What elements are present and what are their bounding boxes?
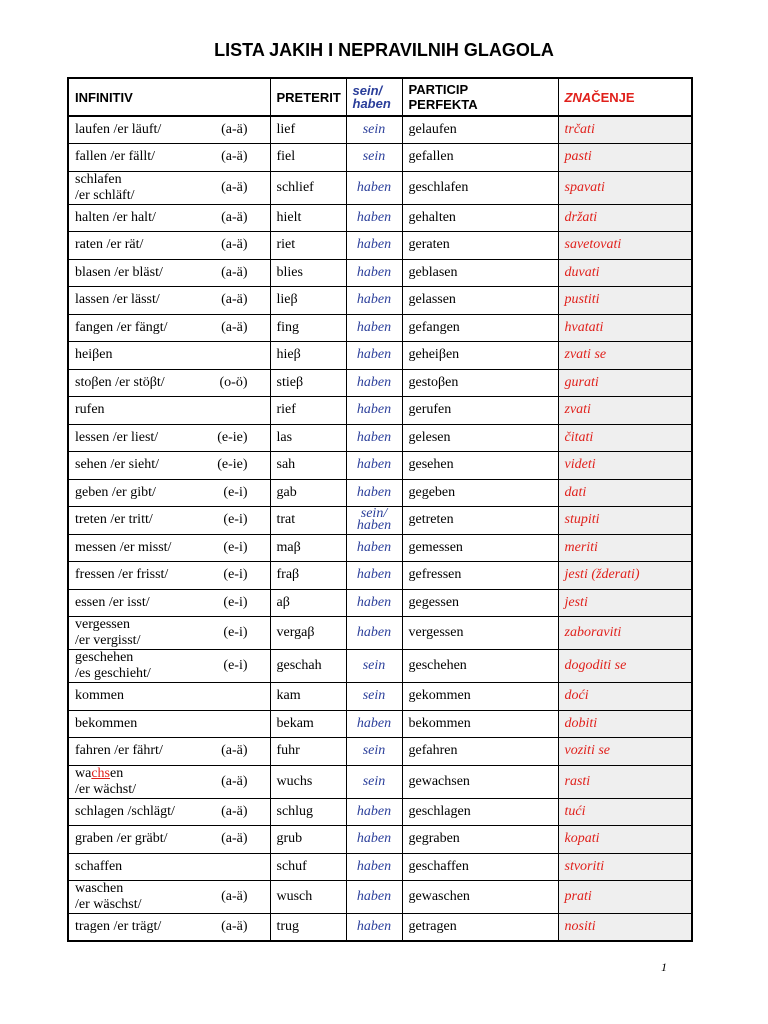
table-row (68, 507, 692, 535)
infinitive-line1: fahren /er fährt/ (75, 743, 163, 759)
cell-infinitive (68, 452, 270, 480)
auxiliary-line2: haben (356, 518, 392, 534)
cell-auxiliary (346, 314, 402, 342)
cell-particip: gesehen (402, 452, 558, 480)
cell-preterit: las (270, 424, 346, 452)
cell-preterit: trug (270, 914, 346, 942)
table-row (68, 710, 692, 738)
cell-meaning: trčati (558, 116, 692, 144)
cell-particip: vergessen (402, 617, 558, 650)
cell-infinitive (68, 710, 270, 738)
cell-auxiliary (346, 826, 402, 854)
vowel-change: (a-ä) (221, 264, 248, 280)
vowel-change: (a-ä) (221, 319, 248, 335)
header-znacenje (558, 78, 692, 116)
vowel-change: (o-ö) (219, 374, 248, 390)
infinitive-line1: kommen (75, 688, 124, 704)
cell-auxiliary (346, 116, 402, 144)
cell-preterit: maβ (270, 534, 346, 562)
cell-particip: getreten (402, 507, 558, 535)
infinitive-line1: fallen /er fällt/ (75, 149, 156, 165)
auxiliary-line1: haben (356, 374, 392, 390)
cell-meaning: dobiti (558, 710, 692, 738)
table-row (68, 369, 692, 397)
header-particip-line1: PARTICIP (408, 82, 469, 97)
infinitive-line1: schaffen (75, 858, 123, 874)
cell-preterit: schlief (270, 171, 346, 204)
cell-preterit: fraβ (270, 562, 346, 590)
cell-particip: gelesen (402, 424, 558, 452)
cell-infinitive (68, 765, 270, 798)
auxiliary-line1: sein/ (360, 506, 388, 522)
cell-meaning: dogoditi se (558, 650, 692, 683)
cell-particip: geheiβen (402, 342, 558, 370)
cell-infinitive (68, 397, 270, 425)
infinitive-line1: waschen (75, 881, 124, 896)
table-row (68, 683, 692, 711)
auxiliary-line1: sein (362, 149, 386, 165)
cell-auxiliary (346, 204, 402, 232)
table-row (68, 589, 692, 617)
table-row (68, 881, 692, 914)
vowel-change: (a-ä) (221, 122, 248, 137)
cell-infinitive (68, 287, 270, 315)
infinitive-line1: geben /er gibt/ (75, 484, 156, 500)
cell-particip: gestoβen (402, 369, 558, 397)
cell-infinitive (68, 116, 270, 144)
table-row (68, 738, 692, 766)
cell-particip: geschehen (402, 650, 558, 683)
cell-preterit: bekam (270, 710, 346, 738)
auxiliary-line1: haben (356, 402, 392, 418)
auxiliary-line1: haben (356, 319, 392, 335)
infinitive-line1: laufen /er läuft/ (75, 122, 162, 137)
cell-preterit: rief (270, 397, 346, 425)
cell-preterit: vergaβ (270, 617, 346, 650)
cell-particip: gegraben (402, 826, 558, 854)
cell-preterit: blies (270, 259, 346, 287)
header-znacenje-prefix: ZNA (564, 89, 592, 105)
infinitive-line1: schlafen (75, 171, 122, 187)
auxiliary-line1: haben (356, 831, 392, 847)
cell-meaning: pasti (558, 144, 692, 172)
cell-infinitive (68, 314, 270, 342)
cell-preterit: schlug (270, 798, 346, 826)
page-title: LISTA JAKIH I NEPRAVILNIH GLAGOLA (214, 40, 554, 60)
auxiliary-line1: haben (356, 567, 392, 583)
infinitive-line1: bekommen (75, 715, 138, 731)
infinitive-line1: graben /er gräbt/ (75, 831, 168, 847)
infinitive-line1: schlagen /schlägt/ (75, 803, 175, 819)
cell-infinitive (68, 650, 270, 683)
cell-infinitive (68, 342, 270, 370)
table-row (68, 798, 692, 826)
infinitive-line1 (75, 766, 136, 782)
infinitive-line1: vergessen (75, 617, 130, 632)
cell-meaning: savetovati (558, 232, 692, 260)
header-preterit: PRETERIT (270, 78, 346, 116)
cell-auxiliary (346, 881, 402, 914)
table-row (68, 204, 692, 232)
infinitive-line1: treten /er tritt/ (75, 512, 153, 528)
cell-meaning: prati (558, 881, 692, 914)
infinitive-line1: fressen /er frisst/ (75, 567, 169, 583)
cell-meaning: voziti se (558, 738, 692, 766)
cell-meaning: tući (558, 798, 692, 826)
vowel-change: (a-ä) (221, 149, 248, 165)
auxiliary-line1: haben (356, 264, 392, 280)
cell-auxiliary (346, 232, 402, 260)
cell-infinitive (68, 507, 270, 535)
vowel-change: (e-ie) (217, 457, 248, 473)
cell-meaning: držati (558, 204, 692, 232)
cell-preterit: hielt (270, 204, 346, 232)
vowel-change: (a-ä) (221, 831, 248, 847)
table-row (68, 534, 692, 562)
cell-preterit: trat (270, 507, 346, 535)
table-row (68, 650, 692, 683)
cell-auxiliary (346, 798, 402, 826)
vowel-change: (e-i) (223, 658, 248, 673)
vowel-change: (e-i) (223, 594, 248, 610)
auxiliary-line1: haben (356, 539, 392, 555)
table-row (68, 171, 692, 204)
cell-auxiliary (346, 452, 402, 480)
cell-infinitive (68, 562, 270, 590)
cell-particip: gelassen (402, 287, 558, 315)
cell-auxiliary (346, 479, 402, 507)
table-row (68, 287, 692, 315)
header-aux-line1: sein/ (352, 83, 383, 98)
cell-meaning: doći (558, 683, 692, 711)
cell-auxiliary (346, 287, 402, 315)
auxiliary-line1: haben (356, 209, 392, 225)
cell-auxiliary (346, 171, 402, 204)
table-row (68, 144, 692, 172)
cell-infinitive (68, 259, 270, 287)
auxiliary-line1: haben (356, 594, 392, 610)
table-row (68, 617, 692, 650)
cell-auxiliary (346, 369, 402, 397)
cell-auxiliary (346, 562, 402, 590)
cell-auxiliary (346, 534, 402, 562)
vowel-change: (e-i) (223, 567, 248, 583)
auxiliary-line1: haben (356, 858, 392, 874)
header-aux-line2: haben (352, 96, 391, 111)
infinitive-highlight: chs (91, 765, 110, 781)
cell-preterit: lieβ (270, 287, 346, 315)
infinitive-line1: halten /er halt/ (75, 209, 156, 225)
cell-particip: geblasen (402, 259, 558, 287)
cell-infinitive (68, 534, 270, 562)
infinitive-part: en (110, 765, 124, 781)
cell-particip: gehalten (402, 204, 558, 232)
vowel-change: (a-ä) (221, 803, 248, 819)
cell-meaning: stupiti (558, 507, 692, 535)
infinitive-line1: rufen (75, 402, 105, 418)
vowel-change: (e-ie) (217, 429, 248, 445)
infinitive-line1: lassen /er lässt/ (75, 292, 160, 308)
cell-particip: gelaufen (402, 116, 558, 144)
auxiliary-line1: haben (356, 803, 392, 819)
vowel-change: (a-ä) (221, 292, 248, 308)
cell-particip: gefallen (402, 144, 558, 172)
cell-meaning: rasti (558, 765, 692, 798)
vowel-change: (e-i) (223, 484, 248, 500)
cell-auxiliary (346, 710, 402, 738)
auxiliary-line1: sein (362, 743, 386, 759)
vowel-change: (a-ä) (221, 919, 248, 934)
cell-preterit: wuchs (270, 765, 346, 798)
verb-table-body (68, 116, 692, 941)
infinitive-line2: /er wächst/ (75, 781, 137, 797)
table-row (68, 342, 692, 370)
cell-infinitive (68, 204, 270, 232)
infinitive-line1: fangen /er fängt/ (75, 319, 168, 335)
cell-meaning: zvati (558, 397, 692, 425)
cell-particip: gemessen (402, 534, 558, 562)
cell-particip: bekommen (402, 710, 558, 738)
auxiliary-line1: sein (362, 122, 386, 137)
infinitive-line1: tragen /er trägt/ (75, 919, 162, 934)
cell-particip: gegessen (402, 589, 558, 617)
cell-preterit: fiel (270, 144, 346, 172)
table-row (68, 452, 692, 480)
cell-infinitive (68, 144, 270, 172)
auxiliary-line1: haben (356, 919, 392, 934)
table-row (68, 397, 692, 425)
cell-meaning: spavati (558, 171, 692, 204)
vowel-change: (e-i) (223, 512, 248, 528)
table-header-row (68, 78, 692, 116)
cell-meaning: nositi (558, 914, 692, 942)
cell-auxiliary (346, 507, 402, 535)
cell-auxiliary (346, 765, 402, 798)
cell-preterit: fing (270, 314, 346, 342)
cell-meaning: gurati (558, 369, 692, 397)
cell-preterit: gab (270, 479, 346, 507)
cell-auxiliary (346, 853, 402, 881)
cell-infinitive (68, 617, 270, 650)
table-row (68, 259, 692, 287)
cell-preterit: geschah (270, 650, 346, 683)
cell-particip: getragen (402, 914, 558, 942)
vowel-change: (a-ä) (221, 209, 248, 225)
cell-preterit: grub (270, 826, 346, 854)
vowel-change: (a-ä) (221, 889, 248, 904)
cell-particip: gewaschen (402, 881, 558, 914)
cell-preterit: aβ (270, 589, 346, 617)
cell-meaning: pustiti (558, 287, 692, 315)
cell-particip: gegeben (402, 479, 558, 507)
header-znacenje-caps: ČENJE (591, 89, 635, 105)
table-row (68, 765, 692, 798)
auxiliary-line1: haben (356, 715, 392, 731)
cell-preterit: fuhr (270, 738, 346, 766)
vowel-change: (a-ä) (221, 743, 248, 759)
cell-meaning: jesti (558, 589, 692, 617)
cell-auxiliary (346, 424, 402, 452)
cell-infinitive (68, 369, 270, 397)
vowel-change: (a-ä) (221, 237, 248, 253)
infinitive-line1: sehen /er sieht/ (75, 457, 159, 473)
verb-table (67, 77, 693, 942)
cell-infinitive (68, 232, 270, 260)
cell-particip: gekommen (402, 683, 558, 711)
cell-meaning: duvati (558, 259, 692, 287)
table-row (68, 853, 692, 881)
cell-meaning: zvati se (558, 342, 692, 370)
cell-meaning: stvoriti (558, 853, 692, 881)
header-particip (402, 78, 558, 116)
cell-meaning: hvatati (558, 314, 692, 342)
cell-auxiliary (346, 617, 402, 650)
vowel-change: (e-i) (223, 625, 248, 640)
auxiliary-line1: haben (356, 237, 392, 253)
cell-preterit: sah (270, 452, 346, 480)
cell-auxiliary (346, 144, 402, 172)
auxiliary-line1: haben (356, 429, 392, 445)
cell-auxiliary (346, 259, 402, 287)
cell-auxiliary (346, 342, 402, 370)
cell-meaning: videti (558, 452, 692, 480)
table-row (68, 479, 692, 507)
cell-infinitive (68, 683, 270, 711)
cell-preterit: lief (270, 116, 346, 144)
table-row (68, 116, 692, 144)
cell-particip: gewachsen (402, 765, 558, 798)
cell-infinitive (68, 881, 270, 914)
cell-infinitive (68, 738, 270, 766)
infinitive-line1: geschehen (75, 650, 134, 665)
infinitive-line2: /er vergisst/ (75, 633, 141, 648)
infinitive-line2: /er schläft/ (75, 187, 135, 203)
infinitive-line1: messen /er misst/ (75, 539, 172, 555)
vowel-change: (a-ä) (221, 179, 248, 195)
auxiliary-line1: haben (356, 179, 392, 195)
infinitive-line2: /es geschieht/ (75, 666, 151, 681)
cell-particip: geraten (402, 232, 558, 260)
cell-meaning: kopati (558, 826, 692, 854)
cell-auxiliary (346, 589, 402, 617)
auxiliary-line1: haben (356, 457, 392, 473)
cell-particip: gefressen (402, 562, 558, 590)
auxiliary-line1: haben (356, 347, 392, 363)
infinitive-line2: /er wäschst/ (75, 897, 142, 912)
cell-auxiliary (346, 914, 402, 942)
infinitive-line1: lessen /er liest/ (75, 429, 159, 445)
cell-preterit: hieβ (270, 342, 346, 370)
cell-auxiliary (346, 397, 402, 425)
cell-infinitive (68, 798, 270, 826)
cell-preterit: riet (270, 232, 346, 260)
table-row (68, 314, 692, 342)
vowel-change: (a-ä) (221, 773, 248, 789)
cell-infinitive (68, 479, 270, 507)
infinitive-line1: blasen /er bläst/ (75, 264, 163, 280)
cell-preterit: wusch (270, 881, 346, 914)
infinitive-line1: heiβen (75, 347, 113, 363)
cell-infinitive (68, 171, 270, 204)
cell-preterit: stieβ (270, 369, 346, 397)
cell-particip: geschlagen (402, 798, 558, 826)
cell-particip: gerufen (402, 397, 558, 425)
auxiliary-line1: sein (362, 688, 386, 704)
cell-particip: geschlafen (402, 171, 558, 204)
cell-particip: gefangen (402, 314, 558, 342)
cell-infinitive (68, 589, 270, 617)
cell-preterit: kam (270, 683, 346, 711)
cell-meaning: dati (558, 479, 692, 507)
cell-infinitive (68, 826, 270, 854)
cell-infinitive (68, 424, 270, 452)
cell-meaning: jesti (žderati) (558, 562, 692, 590)
auxiliary-line1: sein (362, 658, 386, 673)
cell-auxiliary (346, 650, 402, 683)
auxiliary-line1: haben (356, 625, 392, 640)
cell-meaning: zaboraviti (558, 617, 692, 650)
table-row (68, 232, 692, 260)
cell-meaning: meriti (558, 534, 692, 562)
header-infinitiv: INFINITIV (68, 78, 270, 116)
table-row (68, 562, 692, 590)
infinitive-line1: stoβen /er stöβt/ (75, 374, 165, 390)
cell-auxiliary (346, 683, 402, 711)
table-row (68, 424, 692, 452)
vowel-change: (e-i) (223, 539, 248, 555)
cell-infinitive (68, 914, 270, 942)
auxiliary-line1: haben (356, 484, 392, 500)
auxiliary-line1: sein (362, 773, 386, 789)
table-row (68, 826, 692, 854)
cell-meaning: čitati (558, 424, 692, 452)
table-row (68, 914, 692, 942)
header-particip-line2: PERFEKTA (408, 97, 478, 112)
infinitive-part: wa (75, 765, 92, 781)
header-auxiliary (346, 78, 402, 116)
cell-particip: geschaffen (402, 853, 558, 881)
page-number: 1 (661, 960, 667, 974)
cell-particip: gefahren (402, 738, 558, 766)
auxiliary-line1: haben (356, 889, 392, 904)
infinitive-line1: raten /er rät/ (75, 237, 144, 253)
cell-auxiliary (346, 738, 402, 766)
cell-infinitive (68, 853, 270, 881)
cell-preterit: schuf (270, 853, 346, 881)
auxiliary-line1: haben (356, 292, 392, 308)
infinitive-line1: essen /er isst/ (75, 594, 150, 610)
